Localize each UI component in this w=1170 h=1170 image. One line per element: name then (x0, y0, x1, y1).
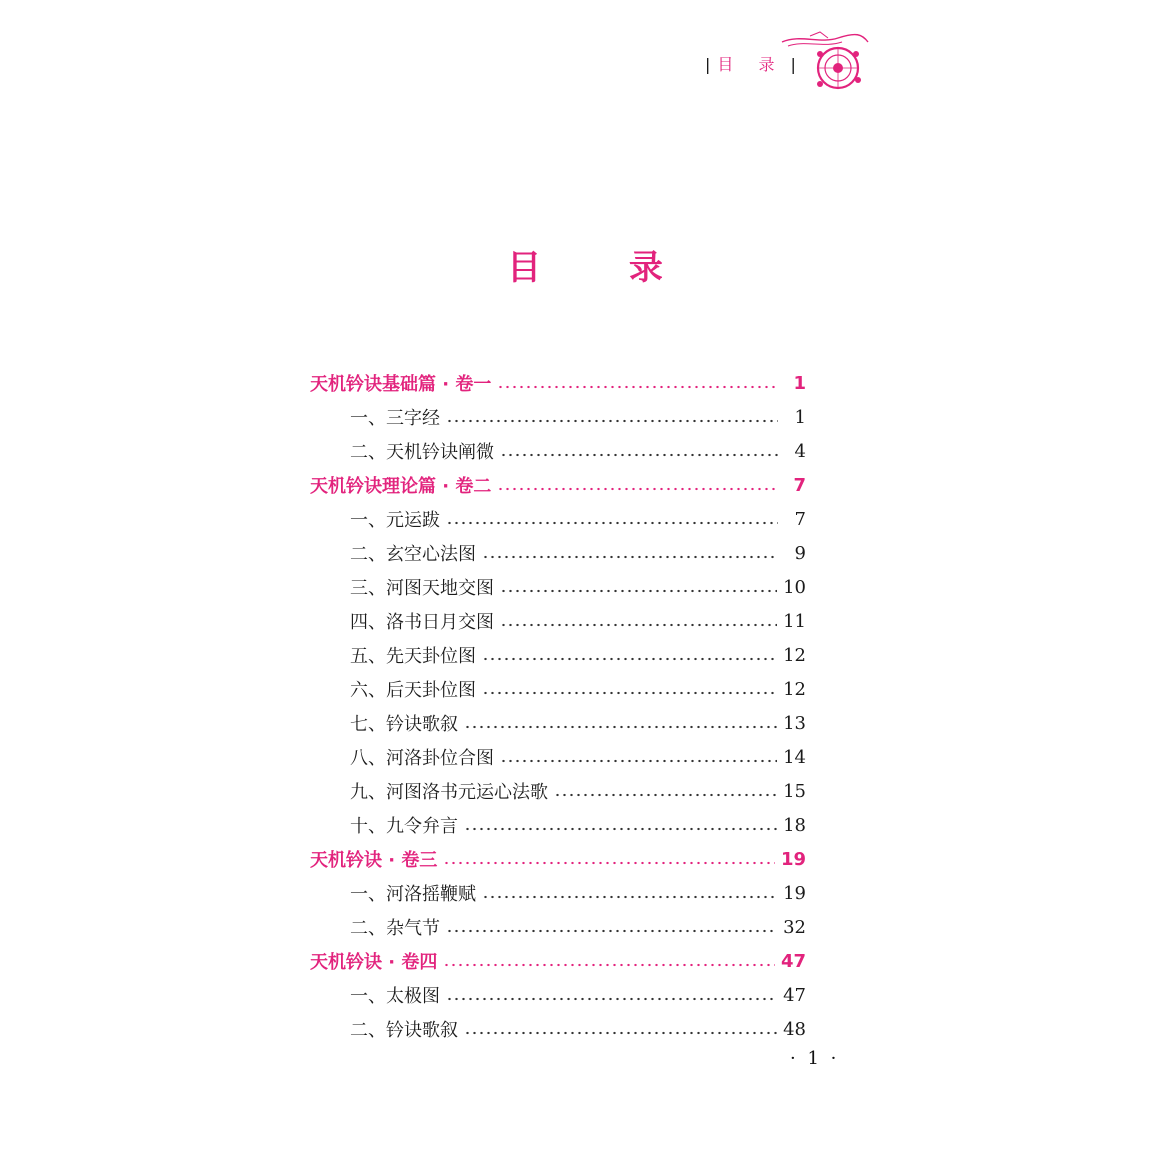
dot-leader (500, 623, 777, 627)
page-title: 目 录 (507, 248, 701, 288)
toc-entry-page: 11 (783, 610, 806, 632)
toc-item-entry[interactable] (310, 638, 806, 672)
toc-entry-title: 七、钤诀歌叙 (350, 714, 458, 735)
toc-item-entry[interactable] (310, 876, 806, 910)
toc-entry-title: 六、后天卦位图 (350, 680, 476, 701)
toc-entry-page: 48 (783, 1018, 806, 1040)
dot-leader (446, 929, 777, 933)
dot-leader (482, 555, 778, 559)
toc-entry-page: 19 (780, 848, 806, 870)
dot-leader (482, 691, 777, 695)
toc-item-entry[interactable] (310, 536, 806, 570)
toc-entry-title: 二、天机钤诀阐微 (350, 442, 494, 463)
toc-entry-page: 32 (783, 916, 806, 938)
dot-leader (482, 895, 777, 899)
toc-section-entry[interactable] (310, 944, 806, 978)
dot-leader (554, 793, 777, 797)
toc-entry-title: 八、河洛卦位合图 (350, 748, 494, 769)
toc-entry-page: 7 (793, 474, 806, 496)
dot-leader (464, 1031, 777, 1035)
table-of-contents (310, 366, 806, 1046)
toc-entry-title: 天机钤诀理论篇 · 卷二 (310, 476, 492, 497)
page-number: · 1 · (790, 1048, 840, 1069)
toc-entry-page: 12 (783, 678, 806, 700)
toc-entry-title: 天机钤诀 · 卷三 (310, 850, 438, 871)
dot-leader (500, 589, 777, 593)
toc-item-entry[interactable] (310, 706, 806, 740)
toc-entry-title: 三、河图天地交图 (350, 578, 494, 599)
toc-item-entry[interactable] (310, 434, 806, 468)
dot-leader (446, 521, 778, 525)
toc-entry-page: 12 (783, 644, 806, 666)
toc-item-entry[interactable] (310, 1012, 806, 1046)
toc-entry-page: 7 (794, 508, 806, 530)
toc-entry-title: 二、玄空心法图 (350, 544, 476, 565)
running-header-title: 目 录 (717, 55, 785, 74)
dot-leader (443, 861, 775, 865)
toc-entry-page: 47 (780, 950, 806, 972)
toc-entry-page: 4 (794, 440, 806, 462)
toc-item-entry[interactable] (310, 978, 806, 1012)
toc-entry-page: 14 (783, 746, 806, 768)
toc-item-entry[interactable] (310, 502, 806, 536)
dot-leader (446, 419, 778, 423)
toc-entry-page: 1 (793, 372, 806, 394)
toc-entry-title: 九、河图洛书元运心法歌 (350, 782, 548, 803)
dot-leader (446, 997, 777, 1001)
dot-leader (500, 759, 777, 763)
dot-leader (482, 657, 777, 661)
toc-entry-title: 十、九令弁言 (350, 816, 458, 837)
toc-entry-page: 10 (783, 576, 806, 598)
dot-leader (464, 725, 777, 729)
dot-leader (443, 963, 775, 967)
toc-entry-title: 一、太极图 (350, 986, 440, 1007)
toc-item-entry[interactable] (310, 774, 806, 808)
toc-entry-page: 1 (794, 406, 806, 428)
toc-entry-page: 15 (783, 780, 806, 802)
toc-section-entry[interactable] (310, 366, 806, 400)
toc-item-entry[interactable] (310, 604, 806, 638)
toc-entry-page: 47 (783, 984, 806, 1006)
toc-item-entry[interactable] (310, 570, 806, 604)
running-header: | 目 录 | (705, 55, 797, 74)
toc-entry-title: 一、三字经 (350, 408, 440, 429)
toc-entry-page: 9 (794, 542, 806, 564)
toc-entry-title: 天机钤诀基础篇 · 卷一 (310, 374, 492, 395)
toc-entry-title: 二、杂气节 (350, 918, 440, 939)
toc-entry-title: 四、洛书日月交图 (350, 612, 494, 633)
toc-entry-page: 18 (783, 814, 806, 836)
toc-item-entry[interactable] (310, 672, 806, 706)
toc-entry-title: 天机钤诀 · 卷四 (310, 952, 438, 973)
dot-leader (497, 385, 778, 389)
compass-emblem-icon (780, 30, 870, 92)
toc-item-entry[interactable] (310, 400, 806, 434)
toc-section-entry[interactable] (310, 842, 806, 876)
dot-leader (464, 827, 777, 831)
toc-entry-title: 五、先天卦位图 (350, 646, 476, 667)
toc-entry-title: 一、元运跋 (350, 510, 440, 531)
toc-item-entry[interactable] (310, 740, 806, 774)
toc-item-entry[interactable] (310, 808, 806, 842)
dot-leader (500, 453, 778, 457)
toc-entry-title: 一、河洛摇鞭赋 (350, 884, 476, 905)
toc-item-entry[interactable] (310, 910, 806, 944)
toc-entry-page: 13 (783, 712, 806, 734)
dot-leader (497, 487, 778, 491)
toc-section-entry[interactable] (310, 468, 806, 502)
toc-entry-title: 二、钤诀歌叙 (350, 1020, 458, 1041)
toc-entry-page: 19 (783, 882, 806, 904)
